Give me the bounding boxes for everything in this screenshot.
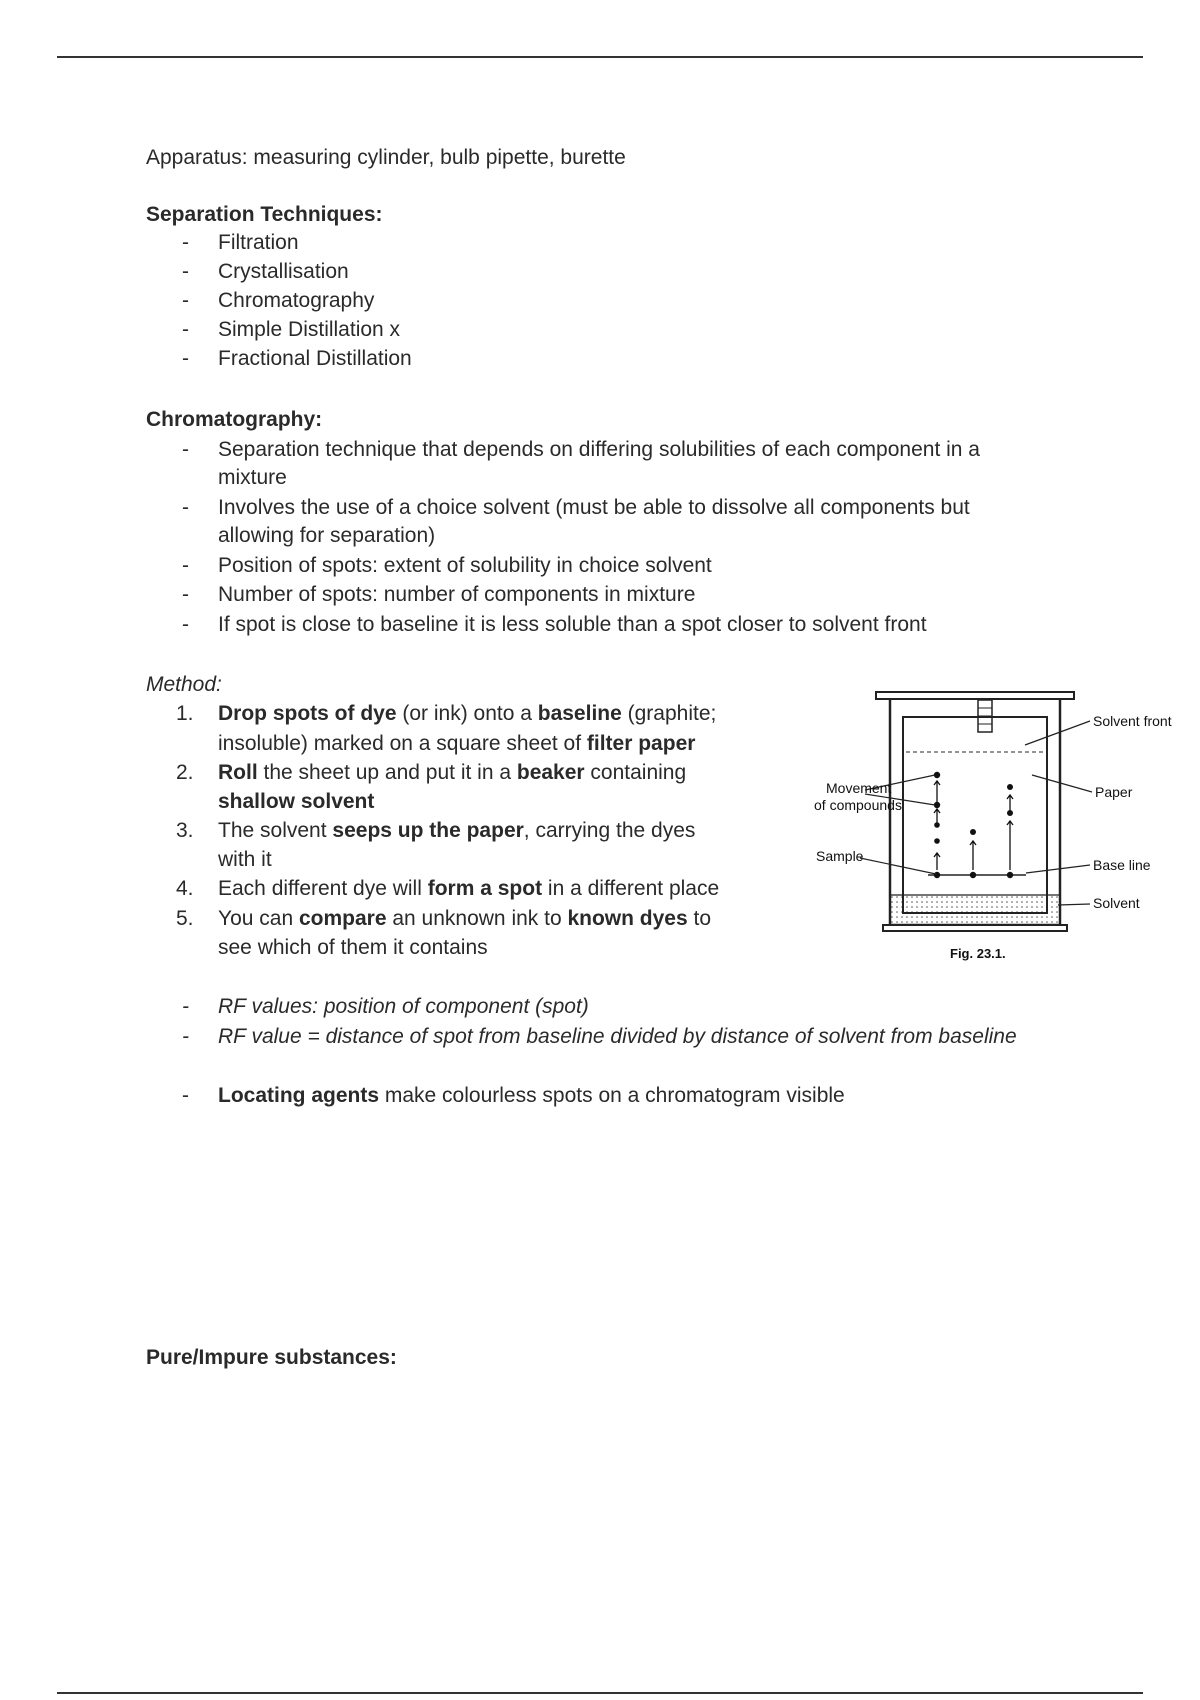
paper-sheet [903, 717, 1047, 913]
chromatography-diagram [770, 685, 1190, 970]
solvent-area [890, 895, 1060, 925]
label-of-compounds: of compounds [814, 797, 902, 813]
list-item-continuation: mixture [218, 466, 287, 489]
list-item-continuation: allowing for separation) [218, 524, 436, 547]
label-paper: Paper [1095, 784, 1133, 800]
label-solvent-front: Solvent front [1093, 713, 1172, 729]
label-movement: Movement [826, 780, 892, 796]
chromatography-heading: Chromatography: [146, 408, 323, 431]
bottom-rule [57, 1692, 1143, 1694]
beaker [890, 699, 1060, 925]
label-sample: Sample [816, 848, 864, 864]
spots-column-2 [970, 829, 976, 878]
top-rule [57, 56, 1143, 58]
spots-column-3 [1007, 784, 1013, 878]
label-solvent: Solvent [1093, 895, 1140, 911]
beaker-lid [876, 692, 1074, 699]
beaker-base [883, 925, 1067, 931]
separation-heading: Separation Techniques: [146, 203, 383, 226]
apparatus-line: Apparatus: measuring cylinder, bulb pipette, burette [146, 146, 626, 169]
label-base-line: Base line [1093, 857, 1151, 873]
figure-caption: Fig. 23.1. [950, 946, 1006, 961]
method-label: Method: [146, 673, 222, 696]
pure-impure-heading: Pure/Impure substances: [146, 1346, 397, 1369]
spots-column-1 [934, 772, 940, 878]
